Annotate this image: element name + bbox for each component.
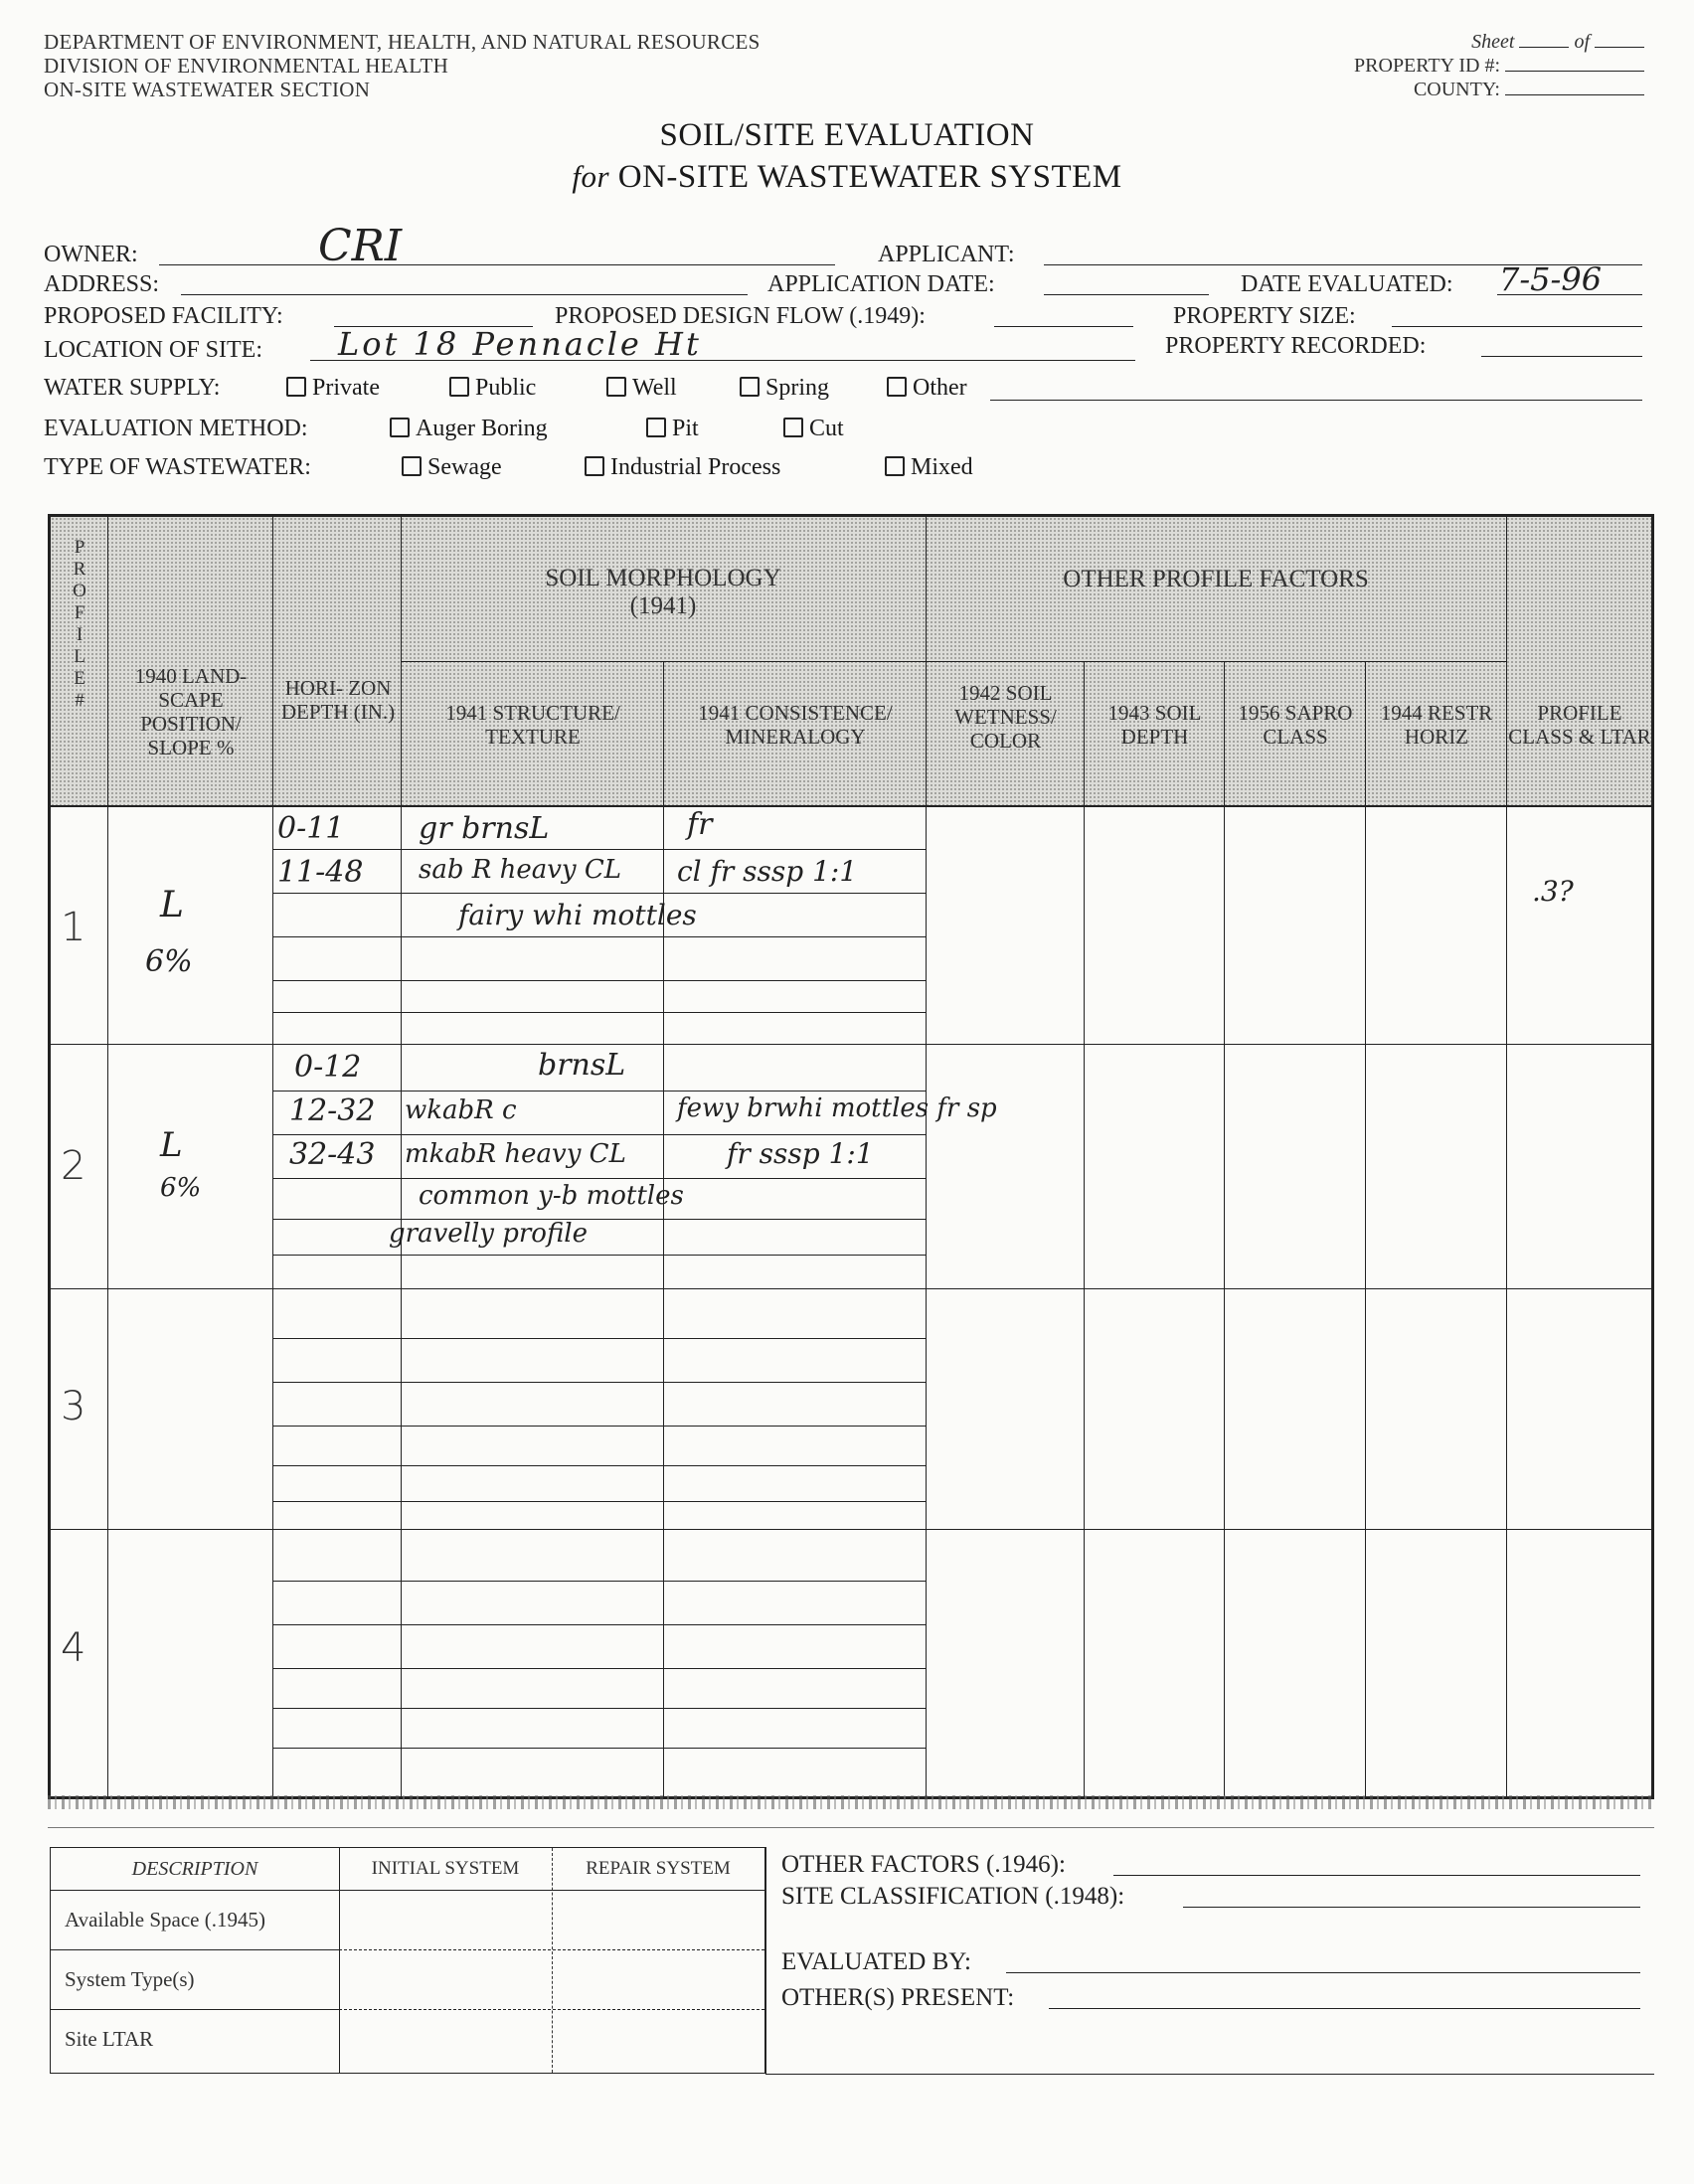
horizon-line [272,1426,926,1427]
col-divider [1365,661,1366,1796]
col-divider [663,661,664,1796]
separator-line [48,1827,1654,1828]
applicant-label: APPLICANT: [878,242,1015,267]
profile-3-number: 3 [61,1384,86,1429]
system-description-table [50,1847,765,2074]
dept-line-1: DEPARTMENT OF ENVIRONMENT, HEALTH, AND NATURAL RESOURCES [44,30,761,54]
horizon-line [272,1178,926,1179]
col-divider [272,517,273,1796]
property-recorded-field[interactable] [1481,356,1642,357]
col-divider [1506,517,1507,1796]
profile-1-slope: 6% [145,944,193,979]
property-id-label: PROPERTY ID #: [1354,55,1500,77]
county-field[interactable] [1505,94,1644,95]
checkbox[interactable] [887,377,907,397]
water-supply-private[interactable]: Private [286,375,380,402]
header-bottom-line [51,805,1651,807]
profile-2-h5-structure: gravelly profile [389,1219,589,1249]
property-recorded-label: PROPERTY RECORDED: [1165,333,1427,359]
row-divider [339,2009,764,2010]
profile-divider [51,1288,1651,1289]
landscape-header: 1940 LAND- SCAPE POSITION/ SLOPE % [134,664,248,759]
checkbox[interactable] [286,377,306,397]
col-divider [401,517,402,1796]
owner-field[interactable] [159,264,835,265]
evaluation-method-auger-boring[interactable]: Auger Boring [390,416,548,442]
col-divider [339,1848,340,2073]
sheet-block [1354,30,1644,101]
department-block [44,30,761,101]
form-subtitle [0,159,1694,196]
wetness-header: 1942 SOIL WETNESS/ COLOR [954,681,1057,753]
horizon-line [272,1501,926,1502]
form-title: SOIL/SITE EVALUATION [659,117,1035,153]
col-divider [107,517,108,1796]
property-size-label: PROPERTY SIZE: [1173,303,1356,329]
horizon-line [272,1581,926,1582]
date-evaluated-label: DATE EVALUATED: [1241,271,1453,297]
of-label: of [1574,31,1590,53]
horizon-line [272,1708,926,1709]
address-field[interactable] [181,294,748,295]
water-supply-well[interactable]: Well [606,375,677,402]
horizon-line [272,936,926,937]
profile-1-h1-structure: gr brnsL [419,811,550,846]
sheet-number-field[interactable] [1519,47,1569,48]
profile-1-class: .3? [1532,875,1574,908]
profile-divider [51,1529,1651,1530]
property-id-field[interactable] [1505,71,1644,72]
horizon-line [272,1134,926,1135]
profile-2-h2-depth: 12-32 [289,1093,376,1128]
other-factors-field[interactable] [1113,1875,1640,1876]
horizon-line [272,849,926,850]
proposed-design-flow-field[interactable] [994,326,1133,327]
title-line-2: ON-SITE WASTEWATER SYSTEM [617,159,1122,195]
profile-2-h1-consistence: brnsL [538,1048,626,1083]
description-header: DESCRIPTION [131,1858,258,1880]
other-factors-header: OTHER PROFILE FACTORS [1063,566,1369,592]
checkbox[interactable] [606,377,626,397]
wastewater-type-label: TYPE OF WASTEWATER: [44,454,311,480]
horizon-line [272,1255,926,1256]
profile-2-h3-structure: mkabR heavy CL [405,1139,626,1169]
row-divider [51,1949,339,1950]
checkbox[interactable] [740,377,760,397]
col-divider [552,1848,553,2073]
subheader-line [926,661,1506,662]
profile-2-h2-consistence: fewy brwhi mottles fr sp [677,1093,997,1123]
wastewater-type-sewage[interactable]: Sewage [402,454,502,481]
sapro-header: 1956 SAPRO CLASS [1238,701,1353,749]
water-supply-public[interactable]: Public [449,375,536,402]
profile-2-h1-depth: 0-12 [294,1050,362,1085]
owner-value: CRI [318,221,403,271]
profile-2-h3-consistence: fr sssp 1:1 [727,1137,874,1170]
location-value: Lot 18 Pennacle Ht [338,325,702,363]
wastewater-type-industrial[interactable]: Industrial Process [585,454,780,481]
proposed-facility-label: PROPOSED FACILITY: [44,303,283,329]
evaluation-method-pit[interactable]: Pit [646,416,699,442]
restr-header: 1944 RESTR HORIZ [1380,701,1493,749]
checkbox[interactable] [783,418,803,437]
soil-morphology-header: SOIL MORPHOLOGY (1941) [545,565,781,619]
profile-4-number: 4 [61,1625,86,1671]
horizon-header: HORI- ZON DEPTH (IN.) [280,676,396,724]
evaluation-method-label: EVALUATION METHOD: [44,416,308,441]
horizon-line [272,1624,926,1625]
horizon-line [272,980,926,981]
date-evaluated-value: 7-5-96 [1499,260,1603,298]
row-divider [51,1890,764,1891]
address-label: ADDRESS: [44,271,160,297]
horizon-line [272,1668,926,1669]
evaluated-by-field[interactable] [1006,1972,1640,1973]
others-present-field[interactable] [1049,2008,1640,2009]
col-divider [1224,661,1225,1796]
water-supply-other[interactable]: Other [887,375,967,402]
dept-line-2: DIVISION OF ENVIRONMENTAL HEALTH [44,54,449,78]
location-label: LOCATION OF SITE: [44,337,262,363]
profile-1-h2-structure: sab R heavy CL [419,855,622,885]
bottom-line [765,2074,1654,2075]
horizon-line [272,893,926,894]
profile-2-h4-structure: common y-b mottles [419,1181,684,1211]
profile-class-header: PROFILE CLASS & LTAR [1508,701,1651,749]
checkbox[interactable] [390,418,410,437]
row-divider [51,2009,339,2010]
available-space-label: Available Space (.1945) [65,1908,265,1932]
horizon-line [272,1465,926,1466]
profile-1-h2-consistence: cl fr sssp 1:1 [677,855,858,888]
col-divider [926,517,927,1796]
site-ltar-label: Site LTAR [65,2027,154,2051]
profile-1-number: 1 [61,905,86,950]
property-size-field[interactable] [1392,326,1642,327]
profile-1-h1-depth: 0-11 [277,811,345,846]
checkbox[interactable] [585,456,604,476]
evaluation-method-cut[interactable]: Cut [783,416,844,442]
site-classification-field[interactable] [1183,1907,1640,1908]
profile-2-h2-structure: wkabR c [405,1095,517,1125]
checkbox[interactable] [646,418,666,437]
profile-1-h1-consistence: fr [687,807,713,842]
scan-noise-band [48,1795,1654,1809]
checkbox[interactable] [449,377,469,397]
sheet-label: Sheet [1471,31,1515,53]
horizon-line [272,1338,926,1339]
repair-system-header: REPAIR SYSTEM [586,1858,731,1879]
checkbox[interactable] [402,456,422,476]
profile-1-h3-structure: fairy whi mottles [458,899,697,931]
profile-2-landscape: L [160,1125,183,1165]
horizon-line [272,1748,926,1749]
soil-depth-header: 1943 SOIL DEPTH [1107,701,1202,749]
water-supply-spring[interactable]: Spring [740,375,829,402]
water-supply-other-field[interactable] [990,400,1642,401]
horizon-line [272,1382,926,1383]
profile-2-number: 2 [61,1143,86,1189]
bottom-right-divider [765,1847,766,2074]
row-divider [339,1949,764,1950]
others-present-label: OTHER(S) PRESENT: [781,1984,1015,2011]
dept-line-3: ON-SITE WASTEWATER SECTION [44,78,371,101]
consistence-header: 1941 CONSISTENCE/ MINERALOGY [698,701,893,749]
profile-2-slope: 6% [160,1173,202,1203]
horizon-line [272,1091,926,1092]
application-date-field[interactable] [1044,294,1209,295]
col-divider [1084,661,1085,1796]
water-supply-label: WATER SUPPLY: [44,375,221,401]
checkbox[interactable] [885,456,905,476]
system-types-label: System Type(s) [65,1967,195,1991]
other-factors-label: OTHER FACTORS (.1946): [781,1851,1066,1878]
structure-header: 1941 STRUCTURE/ TEXTURE [445,701,620,749]
profile-1-landscape: L [160,885,184,925]
profile-2-h3-depth: 32-43 [289,1137,376,1172]
soil-profile-table [48,514,1654,1799]
wastewater-type-mixed[interactable]: Mixed [885,454,973,481]
sheet-total-field[interactable] [1595,47,1644,48]
owner-label: OWNER: [44,242,138,267]
subheader-line [401,661,926,662]
horizon-line [272,1219,926,1220]
site-classification-label: SITE CLASSIFICATION (.1948): [781,1883,1125,1910]
county-label: COUNTY: [1413,79,1500,100]
profile-header: P R O F I L E # [73,537,86,711]
horizon-line [272,1012,926,1013]
title-for: for [572,159,610,194]
profile-divider [51,1044,1651,1045]
evaluated-by-label: EVALUATED BY: [781,1948,971,1975]
proposed-design-flow-label: PROPOSED DESIGN FLOW (.1949): [555,303,926,329]
initial-system-header: INITIAL SYSTEM [371,1858,520,1879]
profile-1-h2-depth: 11-48 [277,855,364,890]
application-date-label: APPLICATION DATE: [767,271,995,297]
